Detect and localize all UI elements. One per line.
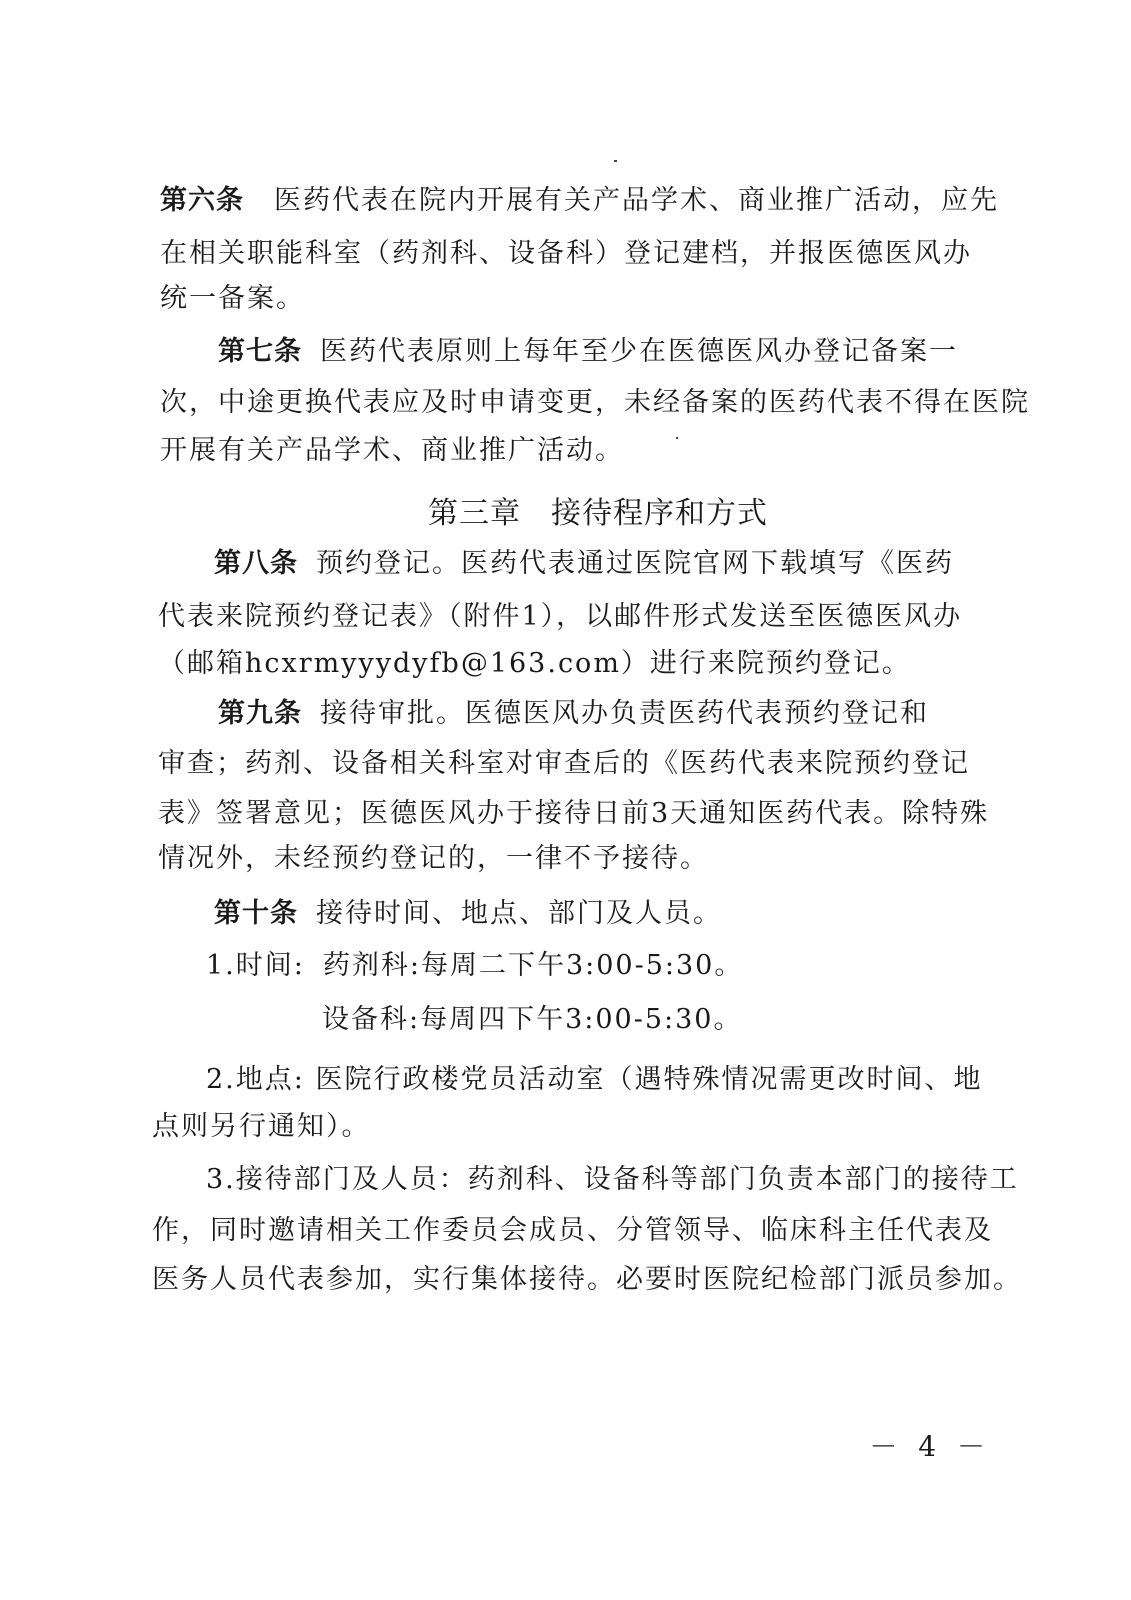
article-7-line-2: 次，中途更换代表应及时申请变更，未经备案的医药代表不得在医院 bbox=[160, 387, 1030, 418]
article-9-label: 第九条 bbox=[218, 698, 302, 729]
time-pharmacy: 药剂科:每周二下午3:00-5:30。 bbox=[322, 950, 744, 981]
article-8-label: 第八条 bbox=[214, 548, 298, 579]
article-7-label: 第七条 bbox=[218, 336, 302, 367]
article-8-line-2: 代表来院预约登记表》（附件1），以邮件形式发送至医德医风办 bbox=[158, 601, 963, 632]
article-6-line-2: 在相关职能科室（药剂科、设备科）登记建档，并报医德医风办 bbox=[160, 238, 972, 269]
article-8-line-3: （邮箱hcxrmyyydyfb@163.com）进行来院预约登记。 bbox=[158, 648, 911, 679]
chapter-heading bbox=[428, 496, 768, 532]
page-number: － 4 － bbox=[869, 1430, 991, 1463]
article-10-line-1 bbox=[214, 897, 722, 931]
scan-speck bbox=[676, 437, 678, 439]
article-10-dept-line-2: 作，同时邀请相关工作委员会成员、分管领导、临床科主任代表及 bbox=[152, 1215, 993, 1246]
chapter-number: 第三章 bbox=[428, 496, 521, 531]
article-6-text-1: 医药代表在院内开展有关产品学术、商业推广活动，应先 bbox=[274, 185, 999, 216]
article-10-place-line-2: 点则另行通知）。 bbox=[152, 1111, 371, 1142]
article-9-text-1: 接待审批。医德医风办负责医药代表预约登记和 bbox=[320, 698, 929, 729]
article-7-line-1 bbox=[218, 335, 958, 369]
article-9-line-1 bbox=[218, 697, 929, 731]
article-10-dept-line-3: 医务人员代表参加，实行集体接待。必要时医院纪检部门派员参加。 bbox=[152, 1264, 1022, 1295]
time-equipment: 设备科:每周四下午3:00-5:30。 bbox=[322, 1004, 743, 1035]
article-10-dept-line-1: 3.接待部门及人员：药剂科、设备科等部门负责本部门的接待工 bbox=[206, 1164, 1019, 1195]
article-6-label: 第六条 bbox=[160, 185, 244, 216]
article-10-label: 第十条 bbox=[214, 898, 298, 929]
article-9-line-4: 情况外，未经预约登记的，一律不予接待。 bbox=[158, 843, 709, 874]
article-10-text-1: 接待时间、地点、部门及人员。 bbox=[316, 898, 722, 929]
article-10-place-line-1: 2.地点: 医院行政楼党员活动室（遇特殊情况需更改时间、地 bbox=[206, 1064, 983, 1095]
article-6-line-3: 统一备案。 bbox=[160, 283, 305, 314]
article-8-text-1: 预约登记。医药代表通过医院官网下载填写《医药 bbox=[316, 548, 954, 579]
article-9-line-2: 审查；药剂、设备相关科室对审查后的《医药代表来院预约登记 bbox=[158, 748, 970, 779]
article-9-line-3: 表》签署意见；医德医风办于接待日前3天通知医药代表。除特殊 bbox=[158, 798, 990, 829]
scan-speck bbox=[614, 160, 617, 162]
article-7-text-1: 医药代表原则上每年至少在医德医风办登记备案一 bbox=[320, 336, 958, 367]
article-7-line-3: 开展有关产品学术、商业推广活动。 bbox=[160, 435, 624, 466]
article-6-line-1 bbox=[160, 184, 999, 218]
article-10-time-line bbox=[206, 949, 743, 983]
article-8-line-1 bbox=[214, 547, 954, 581]
chapter-title: 接待程序和方式 bbox=[551, 496, 768, 531]
time-label: 1.时间: bbox=[206, 950, 305, 981]
